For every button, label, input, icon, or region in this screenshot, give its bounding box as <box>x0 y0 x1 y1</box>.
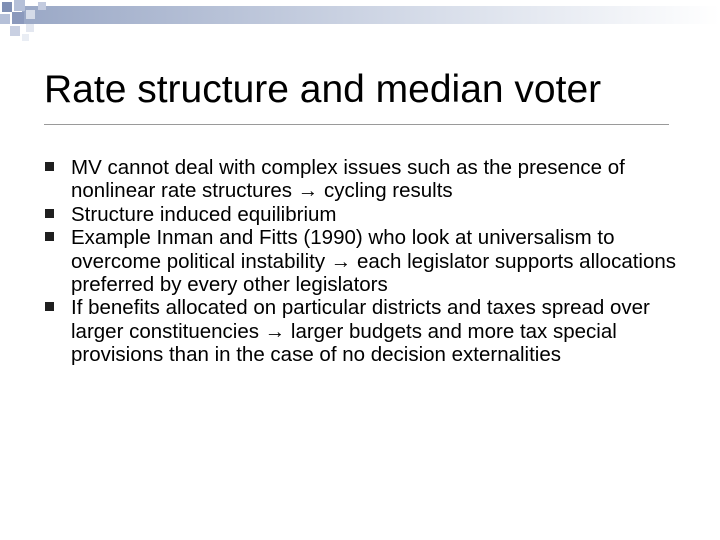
square-1 <box>2 2 12 12</box>
square-2 <box>14 0 25 11</box>
square-9 <box>22 34 29 41</box>
bullet-list <box>44 156 684 367</box>
bullet-text: Example Inman and Fitts (1990) who look at universalism to overcome political instability → each legislator supports allocations preferred by every other legislators <box>71 226 677 297</box>
bullet-item <box>44 226 684 296</box>
corner-squares-decoration <box>0 0 720 48</box>
square-7 <box>26 24 34 32</box>
square-4 <box>12 12 24 24</box>
title-divider <box>44 124 669 125</box>
square-3 <box>0 14 10 24</box>
top-band <box>22 6 720 24</box>
bullet-item <box>44 203 684 226</box>
square-bullet-icon <box>45 232 54 241</box>
square-bullet-icon <box>45 162 54 171</box>
bullet-item <box>44 156 684 203</box>
slide-title: Rate structure and median voter <box>44 68 602 111</box>
bullet-text: MV cannot deal with complex issues such as the presence of nonlinear rate structures → cycling results <box>71 156 625 203</box>
bullet-text: If benefits allocated on particular districts and taxes spread over larger constituencies → larger budgets and more tax special provisions than in the case of no decision externalities <box>71 296 650 367</box>
square-bullet-icon <box>45 209 54 218</box>
square-bullet-icon <box>45 302 54 311</box>
bullet-item <box>44 296 684 366</box>
square-5 <box>26 10 35 19</box>
square-8 <box>38 2 46 10</box>
bullet-text: Structure induced equilibrium <box>71 202 337 226</box>
square-6 <box>10 26 20 36</box>
